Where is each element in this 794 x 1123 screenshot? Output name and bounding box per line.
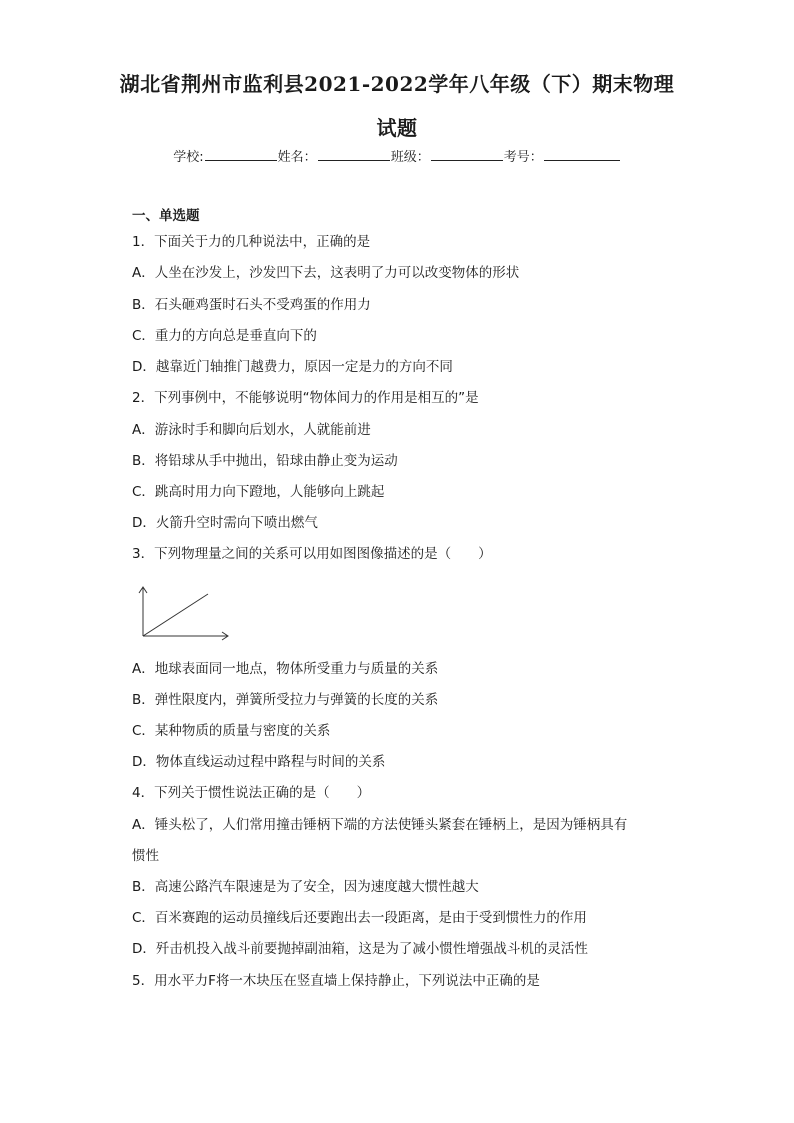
question-1-option-c: C．重力的方向总是垂直向下的 — [132, 328, 317, 344]
name-blank — [318, 148, 390, 161]
question-3-option-d: D．物体直线运动过程中路程与时间的关系 — [132, 754, 386, 770]
question-1-option-a: A．人坐在沙发上，沙发凹下去，这表明了力可以改变物体的形状 — [132, 265, 520, 281]
question-2-stem: 2．下列事例中，不能够说明“物体间力的作用是相互的”是 — [132, 390, 479, 406]
school-label: 学校: — [173, 150, 204, 165]
question-1-option-b: B．石头砸鸡蛋时石头不受鸡蛋的作用力 — [132, 297, 371, 313]
question-1-stem: 1．下面关于力的几种说法中，正确的是 — [132, 234, 371, 250]
linear-graph-figure — [132, 584, 232, 644]
question-5-stem: 5．用水平力F将一木块压在竖直墙上保持静止，下列说法中正确的是 — [132, 973, 540, 989]
name-label: 姓名： — [277, 150, 317, 165]
question-4-option-a: A．锤头松了，人们常用撞击锤柄下端的方法使锤头紧套在锤柄上，是因为锤柄具有 — [132, 817, 628, 833]
student-info-row — [0, 146, 794, 165]
question-3-option-b: B．弹性限度内，弹簧所受拉力与弹簧的长度的关系 — [132, 692, 439, 708]
class-label: 班级： — [390, 150, 430, 165]
exam-title: 湖北省荆州市监利县2021-2022学年八年级（下）期末物理 — [119, 72, 675, 96]
question-4-option-c: C．百米赛跑的运动员撞线后还要跑出去一段距离，是由于受到惯性力的作用 — [132, 910, 587, 926]
exam-no-label: 考号： — [503, 150, 543, 165]
question-4-option-d: D．歼击机投入战斗前要抛掉副油箱，这是为了减小惯性增强战斗机的灵活性 — [132, 941, 588, 957]
class-blank — [431, 148, 503, 161]
proportional-line — [143, 594, 208, 636]
question-4-option-a-continued: 惯性 — [132, 848, 159, 864]
school-blank — [205, 148, 277, 161]
question-2-option-d: D．火箭升空时需向下喷出燃气 — [132, 515, 318, 531]
exam-no-blank — [544, 148, 620, 161]
question-2-option-b: B．将铅球从手中抛出，铅球由静止变为运动 — [132, 453, 398, 469]
question-3-option-c: C．某种物质的质量与密度的关系 — [132, 723, 331, 739]
question-1-option-d: D．越靠近门轴推门越费力，原因一定是力的方向不同 — [132, 359, 453, 375]
exam-title-continued: 试题 — [376, 116, 418, 140]
question-3-option-a: A．地球表面同一地点，物体所受重力与质量的关系 — [132, 661, 439, 677]
question-2-option-c: C．跳高时用力向下蹬地，人能够向上跳起 — [132, 484, 385, 500]
section-heading: 一、单选题 — [132, 208, 200, 224]
question-4-stem: 4．下列关于惯性说法正确的是（ ） — [132, 785, 371, 801]
question-2-option-a: A．游泳时手和脚向后划水，人就能前进 — [132, 422, 371, 438]
question-3-stem: 3．下列物理量之间的关系可以用如图图像描述的是（ ） — [132, 546, 492, 562]
question-4-option-b: B．高速公路汽车限速是为了安全，因为速度越大惯性越大 — [132, 879, 479, 895]
